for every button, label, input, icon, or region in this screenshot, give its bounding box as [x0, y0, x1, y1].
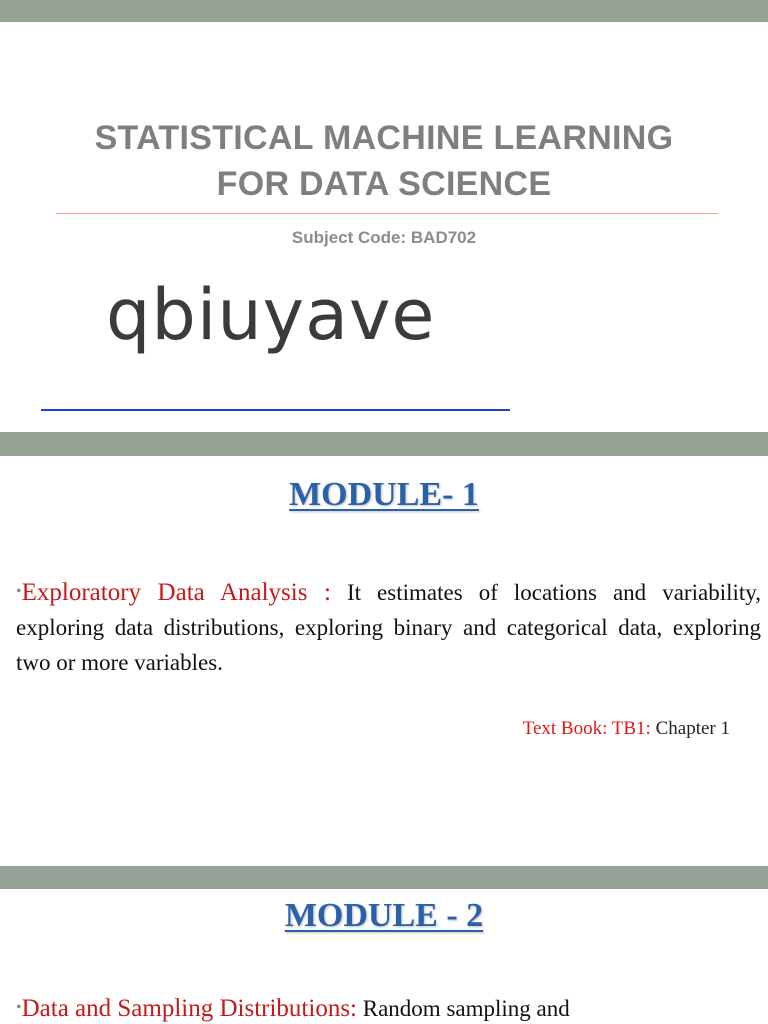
module-2-slide [0, 889, 768, 1024]
bullet-term: Exploratory Data Analysis : [21, 579, 331, 606]
bullet-body: Random sampling and [357, 996, 570, 1021]
title-divider [56, 213, 718, 214]
top-separator-bar [0, 0, 768, 22]
title-slide [0, 22, 768, 432]
module-heading: MODULE - 2 [284, 897, 484, 934]
chapter-label: Chapter 1 [650, 718, 730, 739]
blue-divider [41, 409, 510, 411]
slide-title [0, 115, 768, 207]
module-heading: MODULE- 1 [289, 476, 479, 513]
title-line-1: STATISTICAL MACHINE LEARNING [94, 119, 674, 157]
title-line-2: FOR DATA SCIENCE [216, 165, 552, 203]
bullet-item [16, 990, 761, 1024]
separator-bar [0, 432, 768, 456]
bullet-marker: • [16, 999, 22, 1016]
bullet-item [16, 574, 761, 680]
module-1-slide [0, 456, 768, 866]
separator-bar [0, 866, 768, 889]
textbook-reference [523, 718, 730, 740]
watermark-text: qbiuyave [106, 274, 436, 356]
bullet-body: It estimates of locations and variability, exploring data distributions, exploring binary and categorical data, exploring two or more variables. [16, 580, 762, 675]
bullet-term: Data and Sampling Distributions: [21, 995, 357, 1022]
subject-code: Subject Code: BAD702 [291, 228, 477, 247]
textbook-label: Text Book: TB1: [522, 718, 651, 739]
bullet-marker: • [16, 583, 22, 600]
